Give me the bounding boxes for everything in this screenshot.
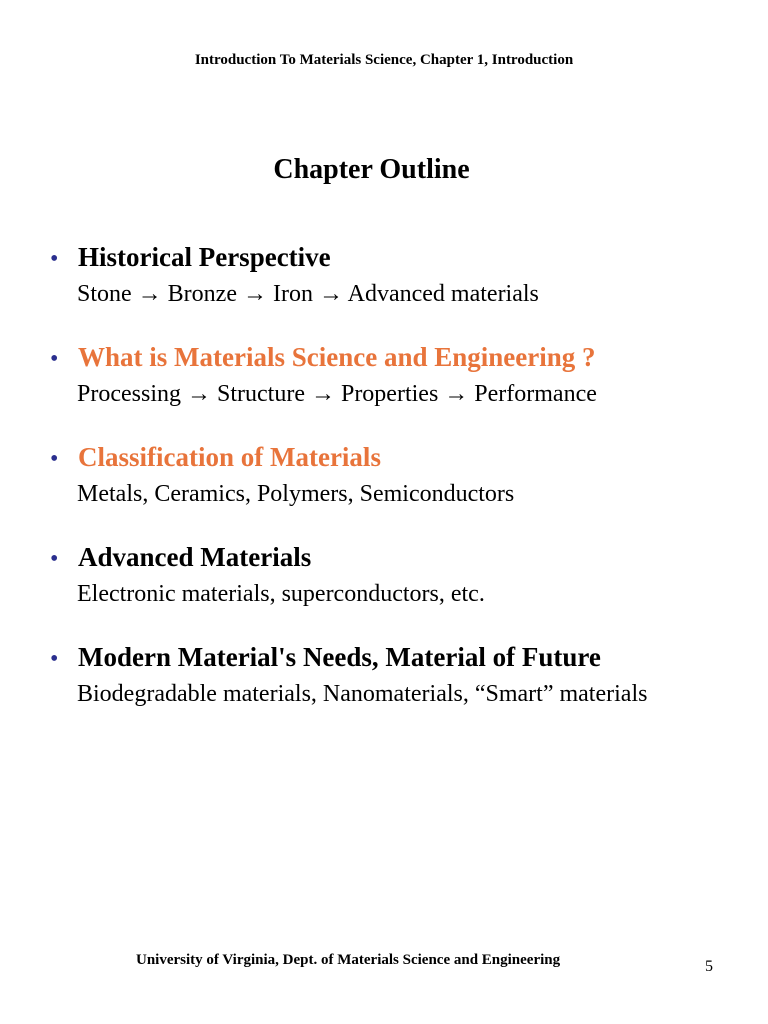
chapter-title: Chapter Outline (273, 154, 470, 185)
outline-item-historical-perspective (50, 238, 750, 312)
outline-heading: Classification of Materials (78, 442, 381, 472)
outline-detail: Metals, Ceramics, Polymers, Semiconductors (77, 481, 515, 507)
bullet-icon: • (50, 646, 59, 672)
outline-heading: What is Materials Science and Engineering ? (78, 342, 596, 372)
outline-heading: Advanced Materials (78, 542, 312, 572)
chapter-outline (50, 238, 750, 738)
outline-detail: Stone → Bronze → Iron → Advanced materials (77, 281, 539, 307)
page-footer: University of Virginia, Dept. of Materials Science and Engineering (136, 952, 561, 968)
outline-heading: Historical Perspective (78, 242, 331, 272)
page-header: Introduction To Materials Science, Chapter 1, Introduction (194, 52, 574, 68)
page-number: 5 (705, 958, 713, 975)
outline-item-advanced-materials (50, 538, 750, 612)
bullet-icon: • (50, 346, 59, 372)
outline-heading: Modern Material's Needs, Material of Future (78, 642, 601, 672)
bullet-icon: • (50, 446, 59, 472)
outline-detail: Electronic materials, superconductors, etc. (77, 581, 485, 607)
outline-item-classification (50, 438, 750, 512)
bullet-icon: • (50, 546, 59, 572)
outline-item-what-is-mse (50, 338, 750, 412)
outline-detail: Processing → Structure → Properties → Performance (77, 381, 597, 407)
bullet-icon: • (50, 246, 59, 272)
outline-detail: Biodegradable materials, Nanomaterials, “Smart” materials (77, 681, 648, 707)
outline-item-modern-needs (50, 638, 750, 712)
